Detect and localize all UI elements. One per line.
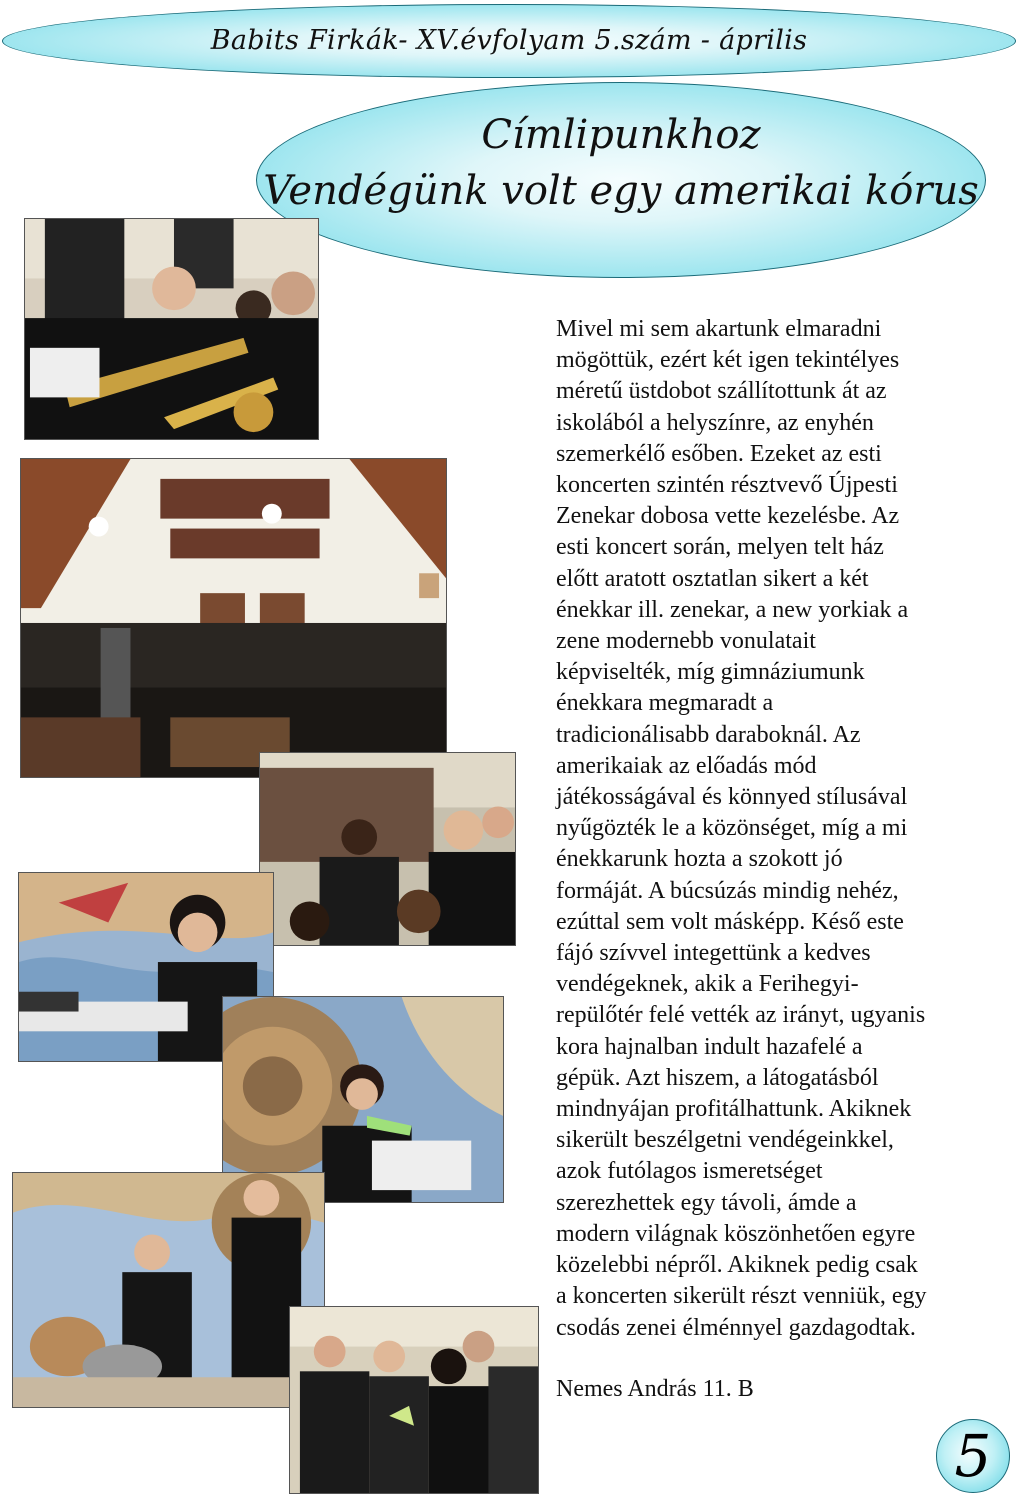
page-number-badge <box>936 1419 1010 1493</box>
photo-group-farewell <box>289 1306 539 1494</box>
photo-choir-singers <box>259 752 516 946</box>
title-line-2: Vendégünk volt egy amerikai kórus <box>263 168 979 214</box>
photo-brass-players <box>24 218 319 440</box>
photo-concert-hall <box>20 458 447 778</box>
article-title <box>257 107 985 219</box>
header-text: Babits Firkák- XV.évfolyam 5.szám - április <box>210 25 808 56</box>
article-author: Nemes András 11. B <box>556 1376 754 1402</box>
page-number: 5 <box>954 1422 992 1490</box>
photo-drummer <box>12 1172 325 1408</box>
header-banner <box>2 4 1016 78</box>
article-paragraph: Mivel mi sem akartunk elmaradni mögöttük, ezért két igen tekintélyes méretű üstdobot szállítottunk át az iskolából a helyszínre, az enyhén szemerkélő esőben. Ezeket az esti koncerten szintén résztvevő Újpesti Zenekar dobosa vette kezelésbe. Az esti koncert során, melyen telt ház előtt aratott osztatlan sikert a két énekkar ill. zenekar, a new yorkiak a zene modernebb vonulatait képviselték, míg gimnáziumunk énekkara megmaradt a tradicionálisabb daraboknál. Az amerikaiak az előadás mód játékosságával és könnyed stílusával nyűgözték le a közönséget, míg a mi énekkarunk hozta a szokott jó formáját. A búcsúzás mindig nehéz, ezúttal sem volt másképp. Késő este fájó szívvel integettünk a kedves vendégeknek, akik a Ferihegyi- repülőtér felé vették az irányt, ugyanis kora hajnalban indult hazafelé a gépük. Azt hiszem, a látogatásból mindnyájan profitálhattunk. Akiknek sikerült beszélgetni vendégeinkkel, azok futólagos ismeretséget szerezhettek egy távoli, ámde a modern világnak köszönhetően egyre közelebbi népről. Akiknek pedig csak a koncerten sikerült részt venniük, egy csodás zenei élménnyel gazdagodtak. <box>556 316 927 1341</box>
article-body <box>556 314 1006 1344</box>
title-line-1: Címlipunkhoz <box>481 112 761 158</box>
title-banner <box>256 82 986 278</box>
